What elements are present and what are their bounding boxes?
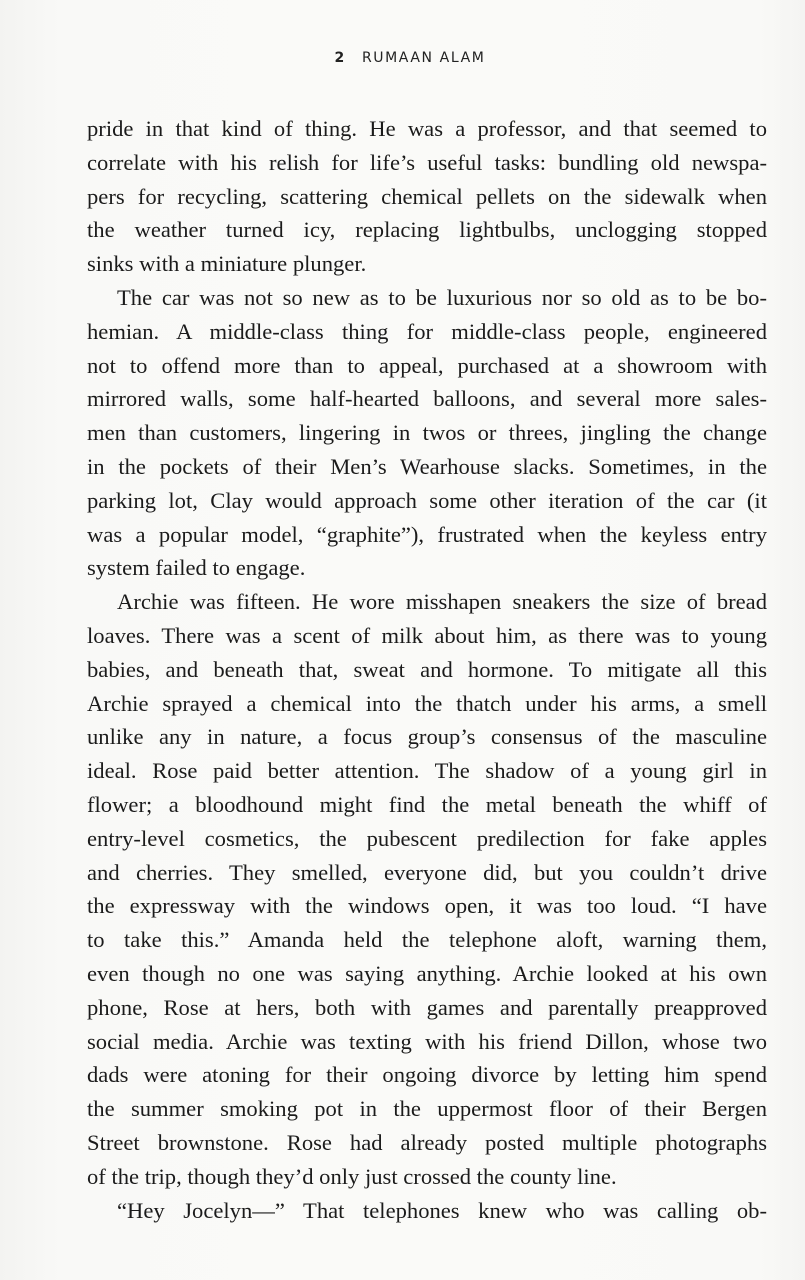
- text-line: was a popular model, “graphite”), frustrated when the keyless entry: [87, 521, 767, 547]
- text-line: loaves. There was a scent of milk about him, as there was to young: [87, 622, 767, 648]
- text-line: the weather turned icy, replacing lightbulbs, unclogging stopped: [87, 217, 767, 243]
- text-line: system failed to engage.: [87, 555, 306, 581]
- text-line: parking lot, Clay would approach some other iteration of the car (it: [87, 487, 767, 513]
- text-line: hemian. A middle-class thing for middle-class people, engineered: [87, 318, 767, 344]
- page-number: 2: [334, 50, 346, 66]
- text-line: unlike any in nature, a focus group’s consensus of the masculine: [87, 724, 767, 750]
- running-head: [0, 50, 805, 66]
- text-line: entry-level cosmetics, the pubescent predilection for fake apples: [87, 825, 767, 851]
- text-line: pride in that kind of thing. He was a professor, and that seemed to: [87, 116, 767, 141]
- text-line: correlate with his relish for life’s useful tasks: bundling old newspa-: [87, 149, 767, 175]
- text-line: babies, and beneath that, sweat and hormone. To mitigate all this: [87, 656, 767, 682]
- text-line: ideal. Rose paid better attention. The shadow of a young girl in: [87, 758, 767, 784]
- paragraph-2: [87, 281, 767, 585]
- text-line: pers for recycling, scattering chemical pellets on the sidewalk when: [87, 183, 767, 209]
- text-line: social media. Archie was texting with his friend Dillon, whose two: [87, 1028, 767, 1054]
- body-text: [87, 112, 767, 1227]
- paragraph-3: [87, 585, 767, 1193]
- text-line: Archie sprayed a chemical into the thatch under his arms, a smell: [87, 690, 767, 716]
- text-line: not to offend more than to appeal, purchased at a showroom with: [87, 352, 767, 378]
- text-line: mirrored walls, some half-hearted balloons, and several more sales-: [87, 386, 767, 412]
- text-line: even though no one was saying anything. Archie looked at his own: [87, 960, 767, 986]
- text-line: The car was not so new as to be luxurious nor so old as to be bo-: [117, 284, 767, 310]
- text-line: men than customers, lingering in twos or threes, jingling the change: [87, 420, 767, 446]
- text-line: flower; a bloodhound might find the metal beneath the whiff of: [87, 791, 767, 817]
- text-line: Archie was fifteen. He wore misshapen sneakers the size of bread: [117, 589, 767, 615]
- text-line: to take this.” Amanda held the telephone aloft, warning them,: [87, 927, 767, 953]
- text-line: of the trip, though they’d only just crossed the county line.: [87, 1163, 617, 1189]
- text-line: “Hey Jocelyn—” That telephones knew who was calling ob-: [117, 1197, 767, 1223]
- text-line: the expressway with the windows open, it was too loud. “I have: [87, 893, 767, 919]
- author-name: RUMAAN ALAM: [361, 50, 486, 66]
- text-line: and cherries. They smelled, everyone did, but you couldn’t drive: [87, 859, 767, 885]
- text-line: phone, Rose at hers, both with games and parentally preapproved: [87, 994, 767, 1020]
- text-line: Street brownstone. Rose had already posted multiple photographs: [87, 1129, 767, 1155]
- paragraph-1: [87, 112, 767, 281]
- text-line: sinks with a miniature plunger.: [87, 251, 367, 277]
- paragraph-4: [87, 1194, 767, 1228]
- text-line: dads were atoning for their ongoing divorce by letting him spend: [87, 1062, 767, 1088]
- text-line: in the pockets of their Men’s Wearhouse slacks. Sometimes, in the: [87, 453, 767, 479]
- text-line: the summer smoking pot in the uppermost floor of their Bergen: [87, 1096, 767, 1122]
